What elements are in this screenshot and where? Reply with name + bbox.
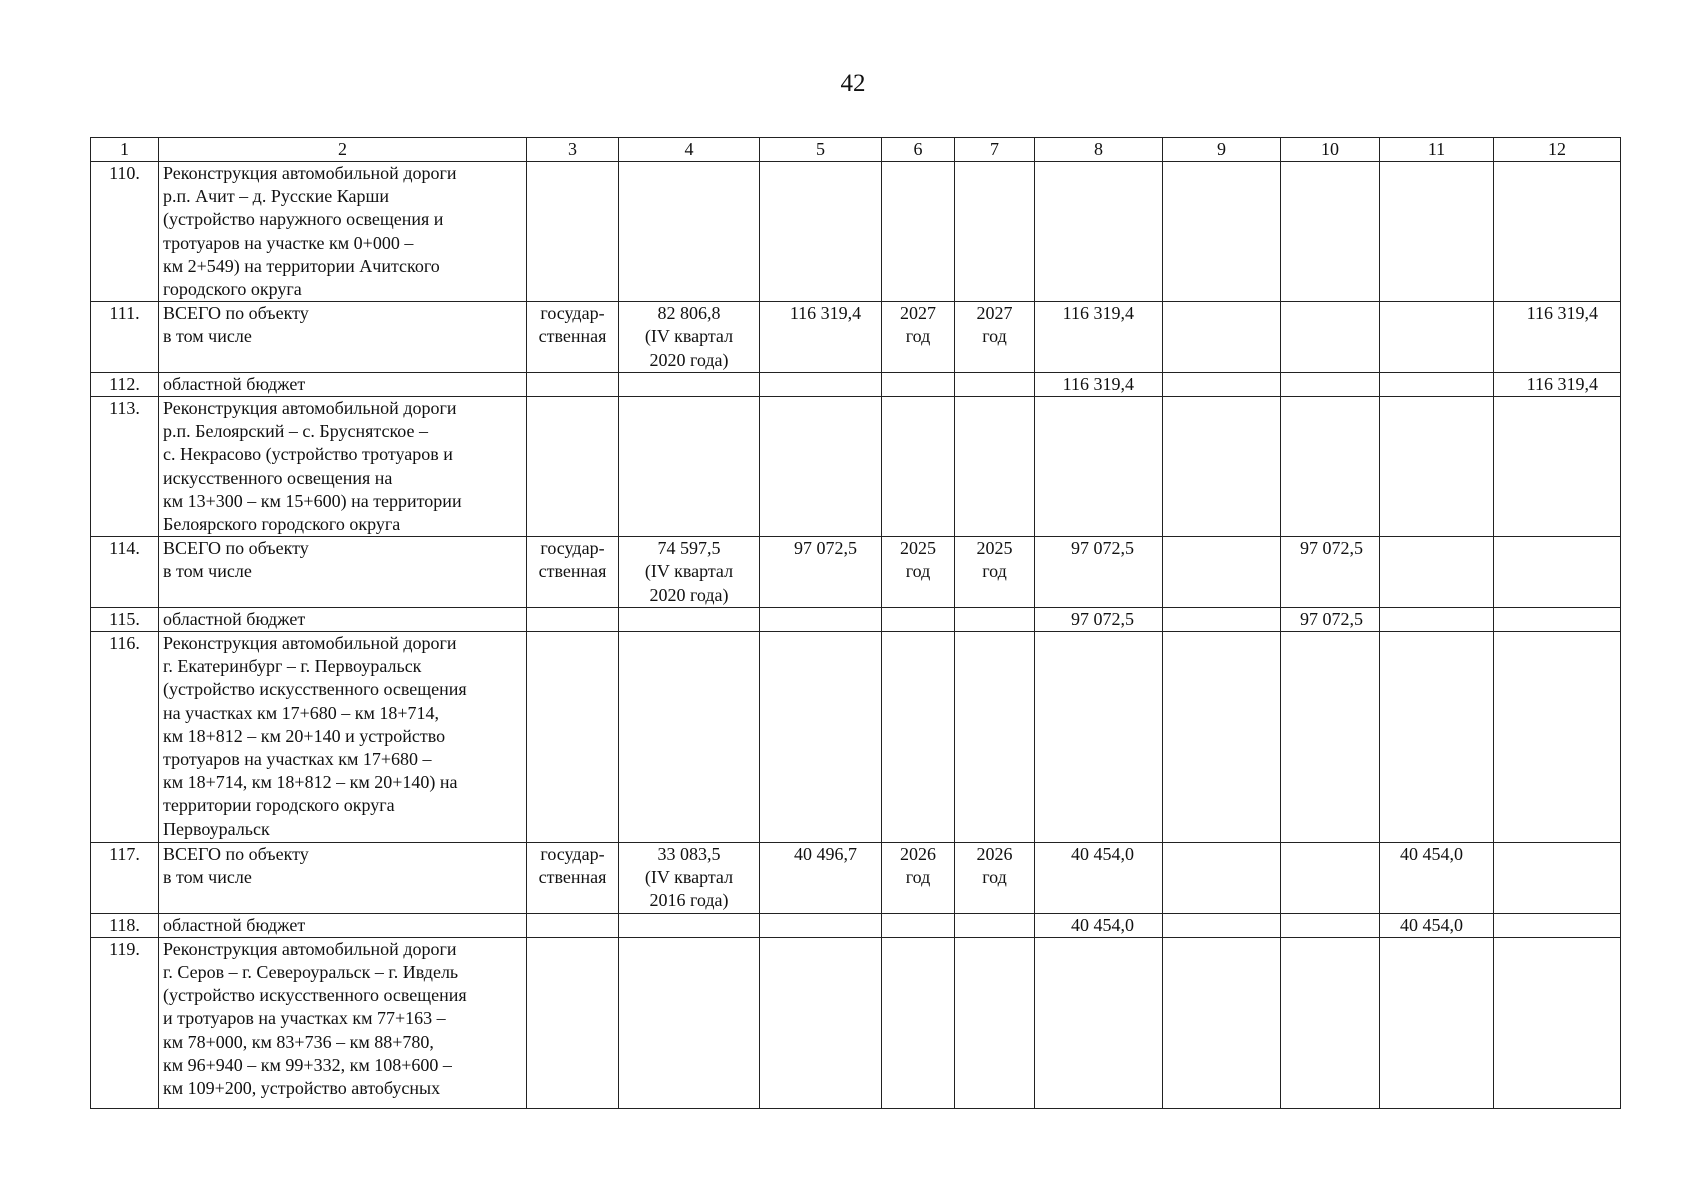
cell-col-11 — [1380, 302, 1494, 373]
cell-col-9 — [1163, 372, 1281, 396]
cell-col-5 — [760, 397, 882, 537]
row-number-cell: 118. — [91, 913, 159, 937]
row-number-cell: 112. — [91, 372, 159, 396]
table-row — [91, 372, 1621, 396]
cell-col-7 — [955, 937, 1035, 1108]
cell-col-7 — [955, 397, 1035, 537]
table-row — [91, 537, 1621, 608]
row-name-cell: областной бюджет — [159, 372, 527, 396]
cell-col-7: 2027 год — [955, 302, 1035, 373]
header-cell: 9 — [1163, 138, 1281, 162]
header-cell: 10 — [1281, 138, 1380, 162]
cell-col-10 — [1281, 937, 1380, 1108]
header-cell: 12 — [1494, 138, 1621, 162]
cell-col-6 — [882, 607, 955, 631]
cell-col-4 — [619, 397, 760, 537]
table-row — [91, 937, 1621, 1108]
table-row — [91, 632, 1621, 843]
header-cell: 11 — [1380, 138, 1494, 162]
cell-col-8 — [1035, 632, 1163, 843]
table-row — [91, 162, 1621, 302]
row-number-cell: 116. — [91, 632, 159, 843]
row-number-cell: 115. — [91, 607, 159, 631]
cell-col-3 — [527, 913, 619, 937]
cell-col-3: государ- ственная — [527, 537, 619, 608]
cell-col-5 — [760, 162, 882, 302]
row-name-cell: Реконструкция автомобильной дороги г. Екатеринбург – г. Первоуральск (устройство искусственного освещения на участках км 17+680 – км 18+714, км 18+812 – км 20+140 и устройство тротуаров на участках км 17+680 – км 18+714, км 18+812 – км 20+140) на территории городского округа Первоуральск — [159, 632, 527, 843]
cell-col-10: 97 072,5 — [1281, 607, 1380, 631]
row-name-cell: областной бюджет — [159, 607, 527, 631]
row-name-cell: Реконструкция автомобильной дороги р.п. Белоярский – с. Бруснятское – с. Некрасово (устройство тротуаров и искусственного освещения на км 13+300 – км 15+600) на территории Белоярского городского округа — [159, 397, 527, 537]
cell-col-4: 33 083,5 (IV квартал 2016 года) — [619, 843, 760, 914]
table-row — [91, 913, 1621, 937]
cell-col-8: 97 072,5 — [1035, 607, 1163, 631]
cell-col-5: 116 319,4 — [760, 302, 882, 373]
table-header-row — [91, 138, 1621, 162]
cell-col-12: 116 319,4 — [1494, 302, 1621, 373]
cell-col-11 — [1380, 632, 1494, 843]
cell-col-12 — [1494, 937, 1621, 1108]
row-number-cell: 110. — [91, 162, 159, 302]
table-row — [91, 397, 1621, 537]
cell-col-6 — [882, 937, 955, 1108]
cell-col-7 — [955, 607, 1035, 631]
cell-col-11 — [1380, 537, 1494, 608]
cell-col-10 — [1281, 397, 1380, 537]
cell-col-7 — [955, 913, 1035, 937]
cell-col-9 — [1163, 607, 1281, 631]
cell-col-5 — [760, 913, 882, 937]
cell-col-4: 74 597,5 (IV квартал 2020 года) — [619, 537, 760, 608]
cell-col-10 — [1281, 162, 1380, 302]
cell-col-12 — [1494, 537, 1621, 608]
cell-col-8 — [1035, 937, 1163, 1108]
cell-col-12 — [1494, 843, 1621, 914]
cell-col-12 — [1494, 632, 1621, 843]
header-cell: 4 — [619, 138, 760, 162]
row-number-cell: 119. — [91, 937, 159, 1108]
row-number-cell: 111. — [91, 302, 159, 373]
cell-col-8 — [1035, 397, 1163, 537]
cell-col-7: 2026 год — [955, 843, 1035, 914]
cell-col-5 — [760, 937, 882, 1108]
cell-col-6 — [882, 372, 955, 396]
row-number-cell: 113. — [91, 397, 159, 537]
header-cell: 7 — [955, 138, 1035, 162]
cell-col-11 — [1380, 607, 1494, 631]
cell-col-12 — [1494, 607, 1621, 631]
cell-col-10: 97 072,5 — [1281, 537, 1380, 608]
cell-col-3 — [527, 607, 619, 631]
cell-col-4: 82 806,8 (IV квартал 2020 года) — [619, 302, 760, 373]
cell-col-5 — [760, 632, 882, 843]
cell-col-9 — [1163, 937, 1281, 1108]
cell-col-5 — [760, 607, 882, 631]
cell-col-6: 2026 год — [882, 843, 955, 914]
cell-col-5 — [760, 372, 882, 396]
cell-col-11 — [1380, 937, 1494, 1108]
table-row — [91, 843, 1621, 914]
cell-col-9 — [1163, 632, 1281, 843]
header-cell: 3 — [527, 138, 619, 162]
cell-col-6 — [882, 632, 955, 843]
table-row — [91, 607, 1621, 631]
cell-col-7 — [955, 372, 1035, 396]
cell-col-4 — [619, 937, 760, 1108]
cell-col-4 — [619, 607, 760, 631]
cell-col-8: 116 319,4 — [1035, 372, 1163, 396]
cell-col-11: 40 454,0 — [1380, 843, 1494, 914]
row-name-cell: ВСЕГО по объекту в том числе — [159, 302, 527, 373]
cell-col-3 — [527, 397, 619, 537]
row-number-cell: 117. — [91, 843, 159, 914]
cell-col-7 — [955, 632, 1035, 843]
page-number: 42 — [840, 70, 866, 97]
cell-col-6 — [882, 397, 955, 537]
cell-col-12: 116 319,4 — [1494, 372, 1621, 396]
cell-col-11 — [1380, 372, 1494, 396]
cell-col-12 — [1494, 162, 1621, 302]
cell-col-9 — [1163, 162, 1281, 302]
cell-col-4 — [619, 162, 760, 302]
cell-col-6: 2025 год — [882, 537, 955, 608]
cell-col-7: 2025 год — [955, 537, 1035, 608]
cell-col-10 — [1281, 843, 1380, 914]
cell-col-3: государ- ственная — [527, 843, 619, 914]
cell-col-10 — [1281, 302, 1380, 373]
cell-col-4 — [619, 632, 760, 843]
row-name-cell: ВСЕГО по объекту в том числе — [159, 537, 527, 608]
row-name-cell: Реконструкция автомобильной дороги р.п. Ачит – д. Русские Карши (устройство наружного освещения и тротуаров на участке км 0+000 – км 2+549) на территории Ачитского городского округа — [159, 162, 527, 302]
cell-col-11 — [1380, 397, 1494, 537]
cell-col-6 — [882, 913, 955, 937]
cell-col-3: государ- ственная — [527, 302, 619, 373]
header-cell: 2 — [159, 138, 527, 162]
cell-col-11 — [1380, 162, 1494, 302]
cell-col-12 — [1494, 397, 1621, 537]
cell-col-8: 40 454,0 — [1035, 843, 1163, 914]
cell-col-9 — [1163, 397, 1281, 537]
cell-col-8: 116 319,4 — [1035, 302, 1163, 373]
cell-col-8: 97 072,5 — [1035, 537, 1163, 608]
cell-col-9 — [1163, 913, 1281, 937]
header-cell: 8 — [1035, 138, 1163, 162]
cell-col-8: 40 454,0 — [1035, 913, 1163, 937]
row-name-cell: ВСЕГО по объекту в том числе — [159, 843, 527, 914]
cell-col-3 — [527, 632, 619, 843]
row-number-cell: 114. — [91, 537, 159, 608]
cell-col-12 — [1494, 913, 1621, 937]
cell-col-4 — [619, 913, 760, 937]
cell-col-10 — [1281, 913, 1380, 937]
cell-col-6: 2027 год — [882, 302, 955, 373]
cell-col-9 — [1163, 302, 1281, 373]
cell-col-5: 97 072,5 — [760, 537, 882, 608]
header-cell: 1 — [91, 138, 159, 162]
cell-col-9 — [1163, 537, 1281, 608]
cell-col-9 — [1163, 843, 1281, 914]
table-row — [91, 302, 1621, 373]
row-name-cell: Реконструкция автомобильной дороги г. Серов – г. Североуральск – г. Ивдель (устройство искусственного освещения и тротуаров на участках км 77+163 – км 78+000, км 83+736 – км 88+780, км 96+940 – км 99+332, км 108+600 – км 109+200, устройство автобусных — [159, 937, 527, 1108]
header-cell: 6 — [882, 138, 955, 162]
cell-col-11: 40 454,0 — [1380, 913, 1494, 937]
cell-col-5: 40 496,7 — [760, 843, 882, 914]
cell-col-10 — [1281, 632, 1380, 843]
cell-col-3 — [527, 162, 619, 302]
cell-col-8 — [1035, 162, 1163, 302]
header-cell: 5 — [760, 138, 882, 162]
cell-col-4 — [619, 372, 760, 396]
cell-col-3 — [527, 372, 619, 396]
row-name-cell: областной бюджет — [159, 913, 527, 937]
cell-col-7 — [955, 162, 1035, 302]
data-table — [90, 137, 1621, 1109]
cell-col-3 — [527, 937, 619, 1108]
cell-col-6 — [882, 162, 955, 302]
cell-col-10 — [1281, 372, 1380, 396]
